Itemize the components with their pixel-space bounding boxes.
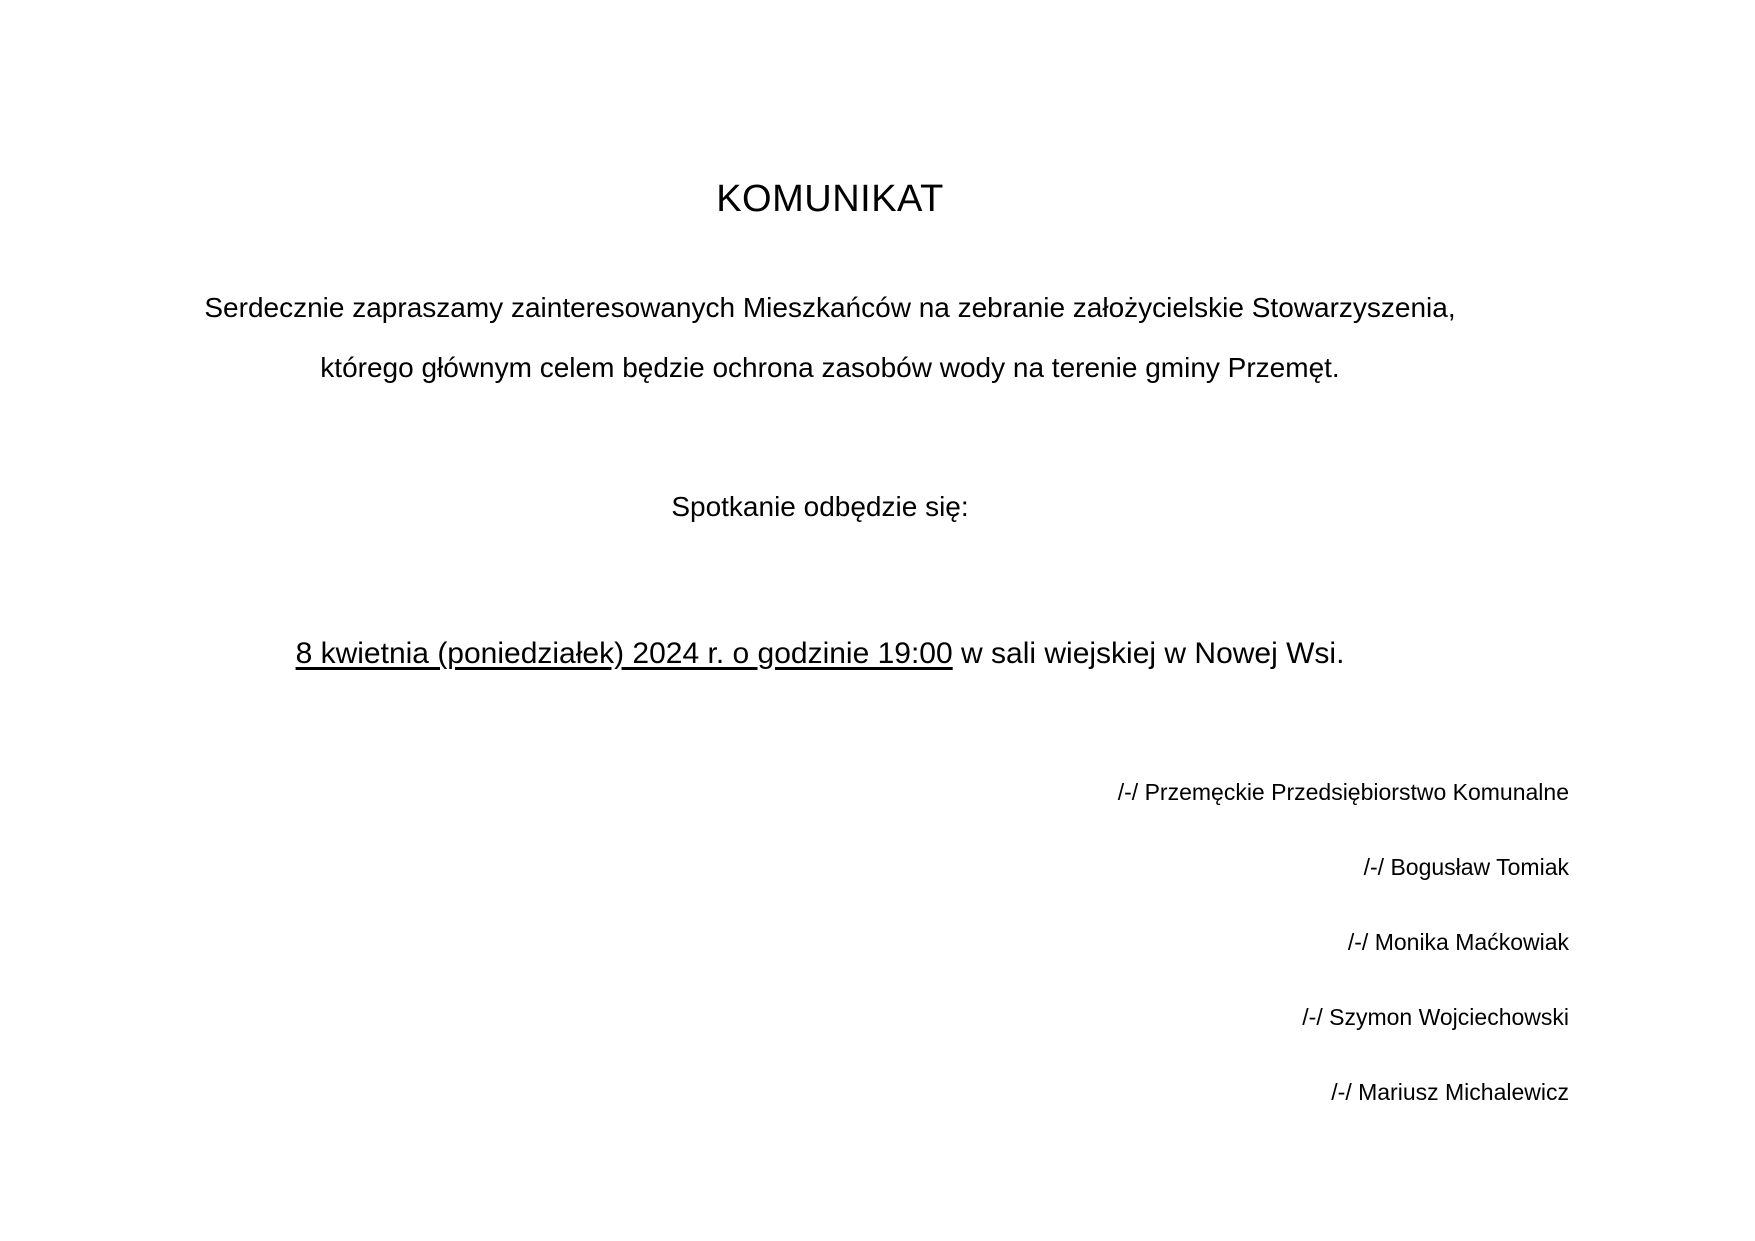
- intro-paragraph: [60, 278, 1600, 398]
- document-title: KOMUNIKAT: [716, 178, 944, 220]
- meeting-details: [0, 632, 1640, 676]
- signature-line: /-/ Mariusz Michalewicz: [1331, 1079, 1569, 1105]
- meeting-heading: Spotkanie odbędzie się:: [671, 491, 969, 522]
- intro-line-2: którego głównym celem będzie ochrona zasobów wody na terenie gminy Przemęt.: [320, 352, 1340, 383]
- signature-line: /-/ Szymon Wojciechowski: [1302, 1004, 1569, 1030]
- meeting-date-time: 8 kwietnia (poniedziałek) 2024 r. o godzinie 19:00: [295, 637, 953, 670]
- signature-line: /-/ Monika Maćkowiak: [1347, 929, 1569, 955]
- signatures-block: [769, 777, 1569, 1152]
- signature-line: /-/ Przemęckie Przedsiębiorstwo Komunalne: [1117, 779, 1569, 805]
- signature-line: /-/ Bogusław Tomiak: [1363, 854, 1569, 880]
- meeting-location: w sali wiejskiej w Nowej Wsi.: [952, 637, 1345, 670]
- intro-line-1: Serdecznie zapraszamy zainteresowanych Mieszkańców na zebranie założycielskie Stowarzyszenia,: [204, 292, 1456, 323]
